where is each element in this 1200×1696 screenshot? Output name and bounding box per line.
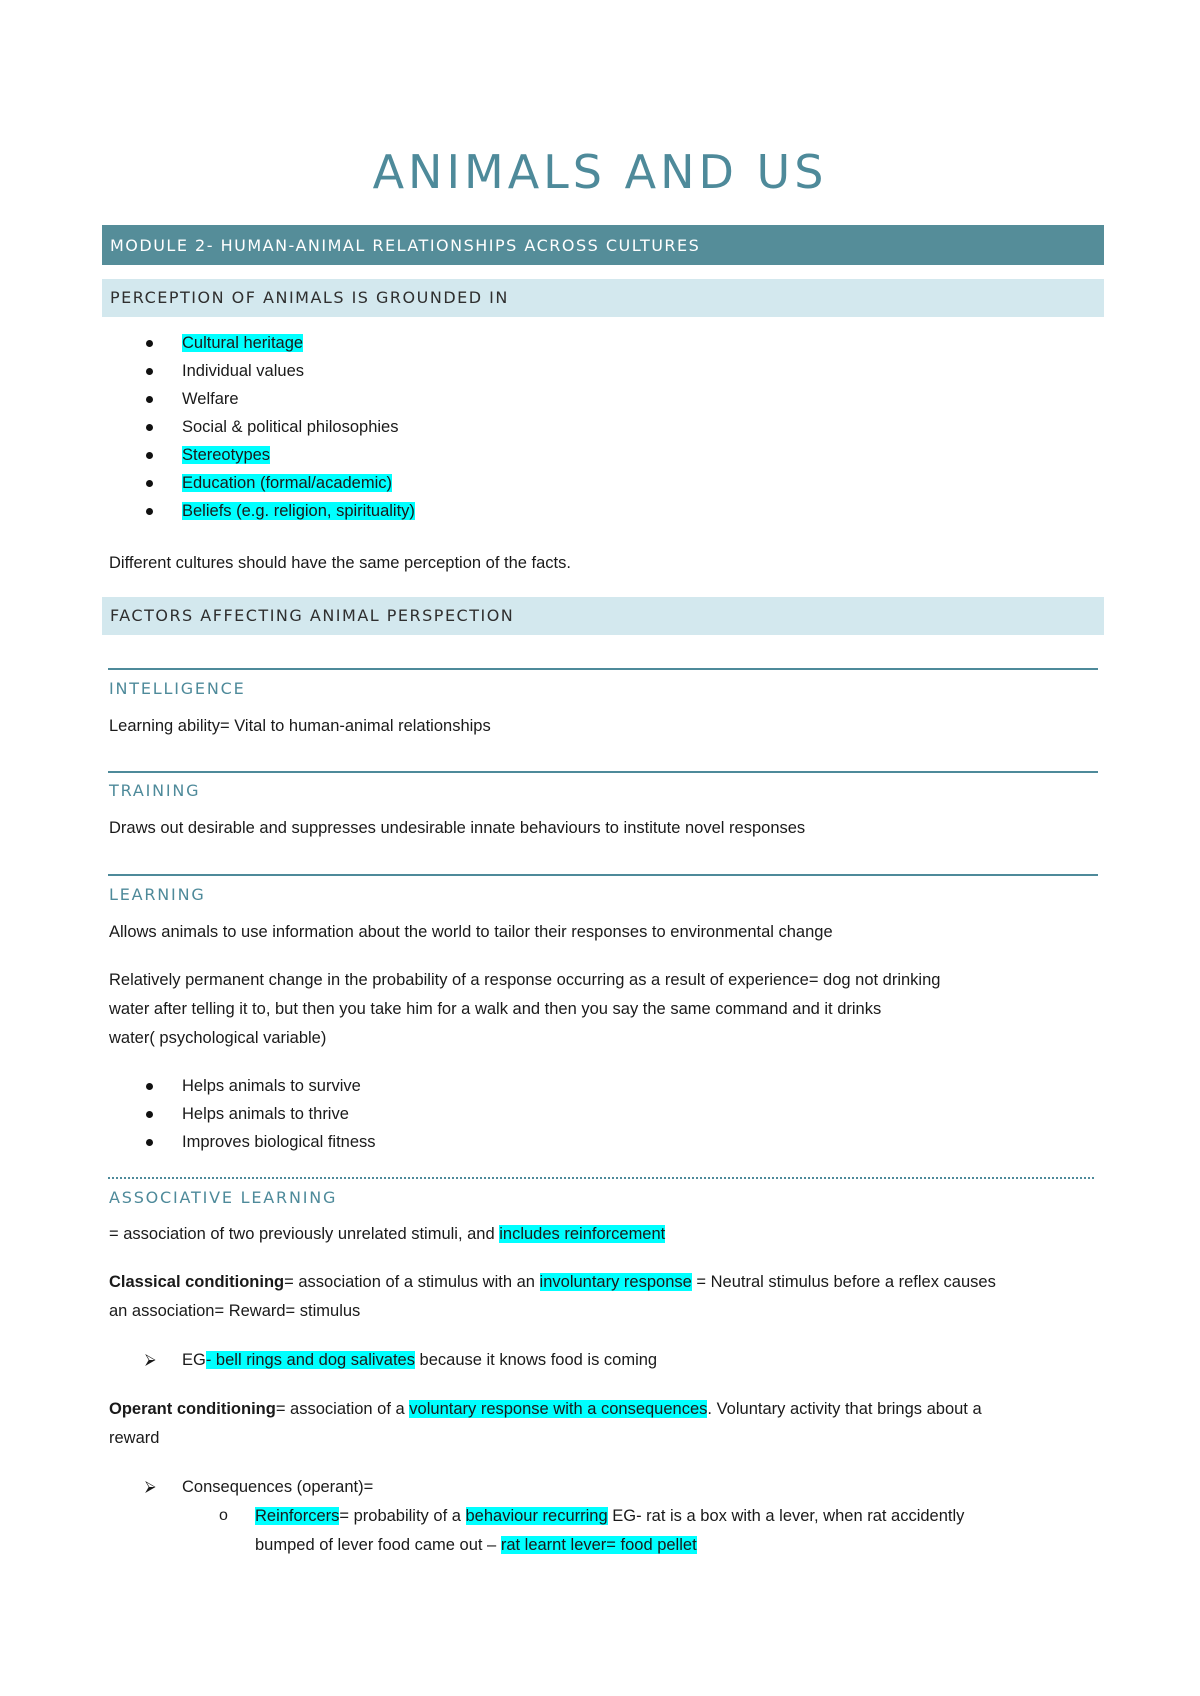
divider: [108, 668, 1098, 670]
perception-note: Different cultures should have the same perception of the facts.: [109, 554, 571, 572]
bullet-icon: [146, 340, 153, 347]
bullet-icon: [146, 368, 153, 375]
bullet-icon: [146, 396, 153, 403]
dotted-divider: [108, 1177, 1094, 1179]
bullet-icon: [146, 452, 153, 459]
reinforcers-item: o Reinforcers= probability of a behaviour recurring EG- rat is a box with a lever, when rat accidently bumped of lever food came out – rat learnt lever= food pellet: [109, 1502, 1099, 1560]
subheading-training: TRAINING: [109, 781, 201, 800]
module-heading: MODULE 2- HUMAN-ANIMAL RELATIONSHIPS ACROSS CULTURES: [102, 225, 1104, 265]
list-item: Welfare: [109, 385, 1009, 413]
circle-bullet-icon: o: [219, 1507, 228, 1524]
bullet-icon: [146, 508, 153, 515]
list-item: Improves biological fitness: [109, 1128, 1009, 1156]
learning-text-1: Allows animals to use information about the world to tailor their responses to environmental change: [109, 923, 833, 941]
list-item: Education (formal/academic): [109, 469, 1009, 497]
operant-conditioning: Operant conditioning= association of a voluntary response with a consequences. Voluntary activity that brings about a reward: [109, 1400, 982, 1447]
bullet-icon: [146, 1111, 153, 1118]
bullet-icon: [146, 1139, 153, 1146]
list-item: Stereotypes: [109, 441, 1009, 469]
learning-list: [109, 1072, 1009, 1156]
subheading-associative: ASSOCIATIVE LEARNING: [109, 1188, 338, 1207]
bullet-icon: [146, 1083, 153, 1090]
learning-text-2: Relatively permanent change in the probability of a response occurring as a result of experience= dog not drinking water after telling it to, but then you take him for a walk and then you say the same command and it drinks water( psychological variable): [109, 971, 941, 1047]
example-item: ⮚ EG- bell rings and dog salivates because it knows food is coming: [109, 1346, 1099, 1375]
list-item: Individual values: [109, 357, 1009, 385]
arrow-bullet-icon: ⮚: [145, 1478, 156, 1495]
document-title: ANIMALS AND US: [372, 145, 828, 199]
section-heading-perception: PERCEPTION OF ANIMALS IS GROUNDED IN: [102, 279, 1104, 317]
list-item: Cultural heritage: [109, 329, 1009, 357]
bullet-icon: [146, 424, 153, 431]
arrow-bullet-icon: ⮚: [145, 1351, 156, 1368]
bullet-icon: [146, 480, 153, 487]
classical-conditioning: Classical conditioning= association of a stimulus with an involuntary response = Neutral stimulus before a reflex causes an association= Reward= stimulus: [109, 1273, 996, 1320]
divider: [108, 874, 1098, 876]
section-heading-factors: FACTORS AFFECTING ANIMAL PERSPECTION: [102, 597, 1104, 635]
associative-definition: = association of two previously unrelated stimuli, and includes reinforcement: [109, 1225, 666, 1243]
intelligence-text: Learning ability= Vital to human-animal relationships: [109, 717, 491, 735]
subheading-learning: LEARNING: [109, 885, 206, 904]
training-text: Draws out desirable and suppresses undesirable innate behaviours to institute novel responses: [109, 819, 806, 837]
list-item: Social & political philosophies: [109, 413, 1009, 441]
list-item: Helps animals to thrive: [109, 1100, 1009, 1128]
subheading-intelligence: INTELLIGENCE: [109, 679, 246, 698]
list-item: Helps animals to survive: [109, 1072, 1009, 1100]
list-item: Beliefs (e.g. religion, spirituality): [109, 497, 1009, 525]
consequences-item: ⮚ Consequences (operant)=: [109, 1473, 1099, 1502]
perception-list: [109, 329, 1009, 525]
divider: [108, 771, 1098, 773]
